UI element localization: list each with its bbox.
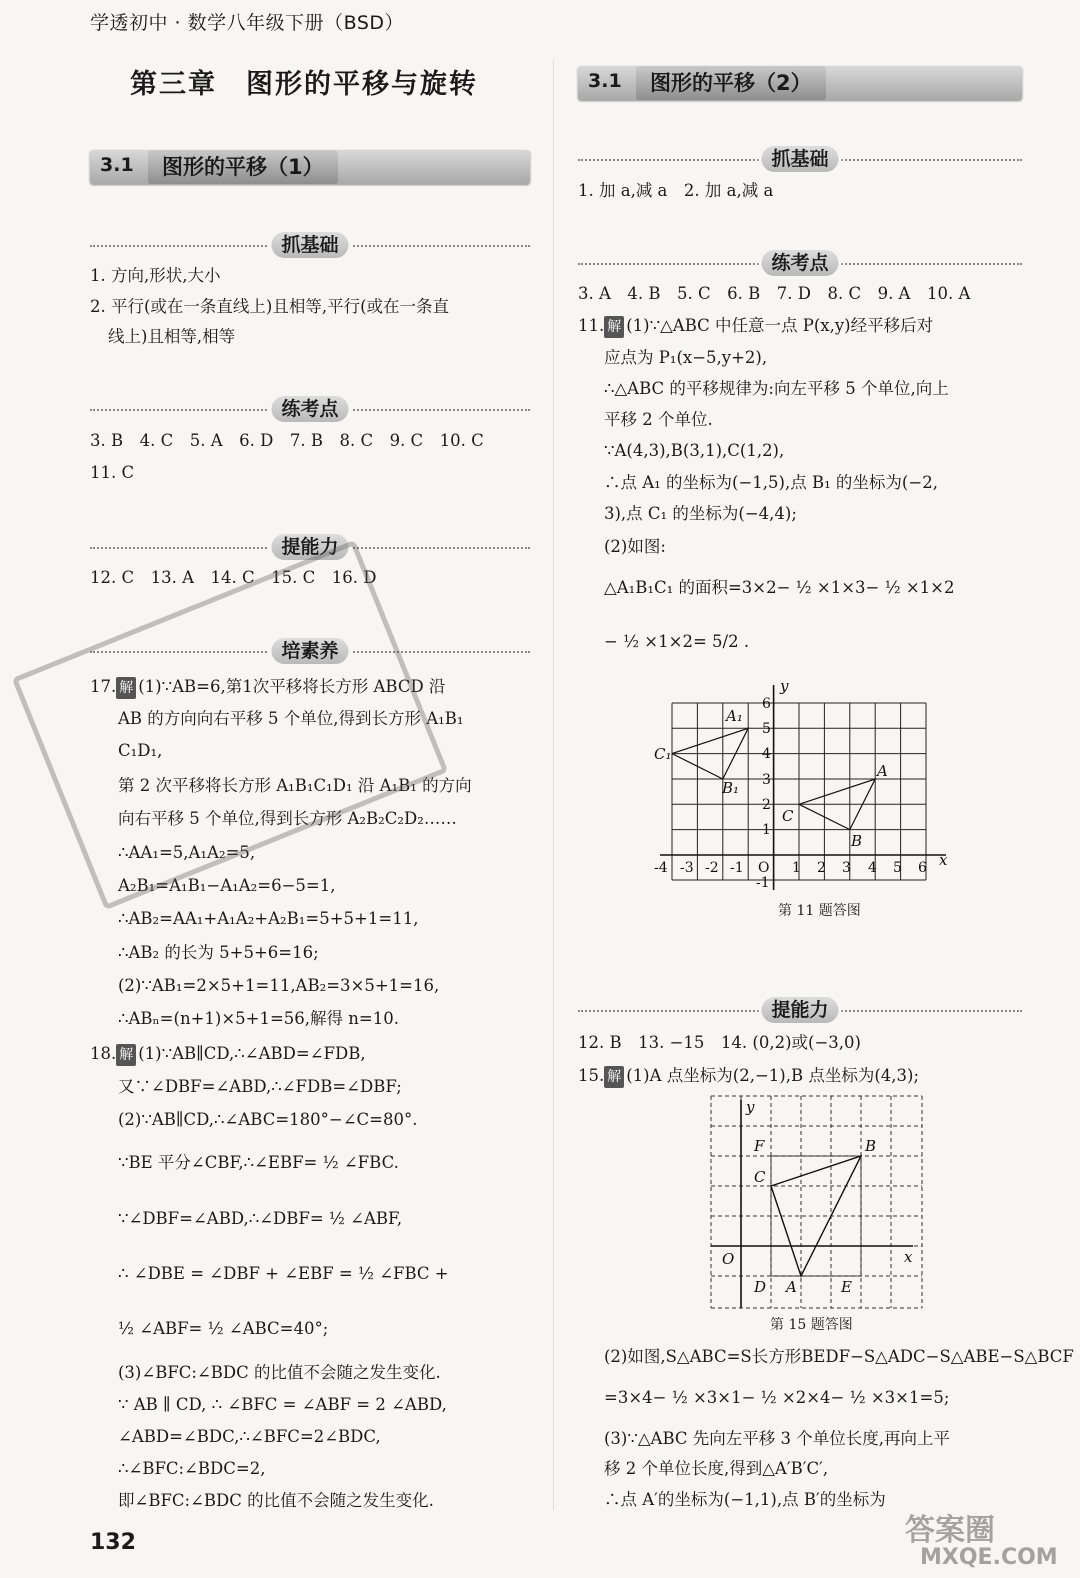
label-B: B — [851, 832, 863, 850]
column-divider — [553, 60, 554, 1510]
watermark-url: MXQE.COM — [920, 1545, 1058, 1570]
svg-text:5: 5 — [893, 860, 902, 876]
label-C: C — [782, 807, 794, 825]
subheading-practice-left: 练考点 — [90, 396, 530, 420]
svg-text:-1: -1 — [756, 875, 770, 891]
label-E: E — [841, 1278, 852, 1296]
answer-line: 12. C 13. A 14. C 15. C 16. D — [90, 568, 377, 587]
answer-line: 2. 平行(或在一条直线上)且相等,平行(或在一条直 — [90, 297, 450, 316]
figure-15-caption: 第 15 题答图 — [770, 1317, 853, 1333]
label-D: D — [754, 1278, 767, 1296]
svg-text:3: 3 — [762, 772, 771, 788]
watermark: 答案圈 — [905, 1513, 995, 1548]
label-A1: A₁ — [726, 707, 743, 725]
svg-text:1: 1 — [792, 860, 801, 876]
label-B1: B₁ — [722, 779, 740, 797]
subheading-practice-right: 练考点 — [578, 250, 1022, 274]
label-F: F — [754, 1137, 765, 1155]
page-number: 132 — [90, 1530, 136, 1555]
solution-15: 15. 解 (1)A 点坐标为(2,−1),B 点坐标为(4,3); — [578, 1065, 919, 1088]
label-x: x — [939, 851, 948, 869]
figure-15-graph — [708, 1094, 928, 1314]
svg-text:5: 5 — [762, 721, 771, 737]
figure-11-caption: 第 11 题答图 — [778, 903, 861, 919]
section-title: 图形的平移（2） — [636, 66, 826, 100]
answer-line: 12. B 13. −15 14. (0,2)或(−3,0) — [578, 1033, 861, 1052]
svg-text:3: 3 — [842, 860, 851, 876]
svg-text:-4: -4 — [654, 860, 668, 876]
svg-text:-2: -2 — [705, 860, 719, 876]
svg-text:2: 2 — [762, 797, 771, 813]
label-y: y — [780, 677, 789, 695]
label-A: A — [877, 762, 888, 780]
page-header: 学透初中 · 数学八年级下册（BSD） — [90, 12, 405, 34]
section-title: 图形的平移（1） — [148, 150, 338, 184]
figure-11-graph — [650, 675, 960, 900]
svg-text:6: 6 — [918, 860, 927, 876]
svg-text:1: 1 — [762, 822, 771, 838]
section-bar-right — [578, 66, 1022, 100]
section-bar-left — [90, 150, 530, 184]
subheading-ability-right: 提能力 — [578, 997, 1022, 1021]
section-number: 3.1 — [588, 70, 622, 92]
label-C1: C₁ — [654, 745, 672, 763]
label-A: A — [786, 1278, 797, 1296]
answer-line: 3. B 4. C 5. A 6. D 7. B 8. C 9. C 10. C — [90, 431, 484, 450]
svg-text:6: 6 — [762, 696, 771, 712]
label-B: B — [865, 1137, 877, 1155]
label-x: x — [904, 1248, 913, 1266]
label-O: O — [722, 1250, 735, 1268]
answer-line: 11. C — [90, 463, 135, 482]
answer-line: 1. 方向,形状,大小 — [90, 266, 221, 285]
subheading-basics-right: 抓基础 — [578, 146, 1022, 170]
graph11-ticks — [654, 696, 927, 891]
subheading-literacy-left: 培素养 — [90, 638, 530, 662]
stamp-mark — [12, 540, 449, 910]
label-C: C — [754, 1168, 766, 1186]
svg-text:-3: -3 — [680, 860, 694, 876]
subheading-basics-left: 抓基础 — [90, 232, 530, 256]
solution-tag: 解 — [116, 677, 136, 699]
subheading-ability-left: 提能力 — [90, 534, 530, 558]
answer-line: 3. A 4. B 5. C 6. B 7. D 8. C 9. A 10. A — [578, 284, 971, 303]
svg-text:-1: -1 — [730, 860, 744, 876]
answer-line: 1. 加 a,减 a 2. 加 a,减 a — [578, 181, 774, 200]
svg-text:2: 2 — [817, 860, 826, 876]
section-number: 3.1 — [100, 154, 134, 176]
solution-tag: 解 — [604, 316, 624, 338]
svg-text:O: O — [758, 860, 770, 876]
label-y: y — [746, 1098, 755, 1116]
svg-text:4: 4 — [868, 860, 877, 876]
solution-tag: 解 — [116, 1044, 136, 1066]
answer-line: 线上)且相等,相等 — [108, 327, 236, 346]
svg-text:4: 4 — [762, 746, 771, 762]
solution-tag: 解 — [604, 1066, 624, 1088]
chapter-title: 第三章 图形的平移与旋转 — [130, 69, 478, 100]
